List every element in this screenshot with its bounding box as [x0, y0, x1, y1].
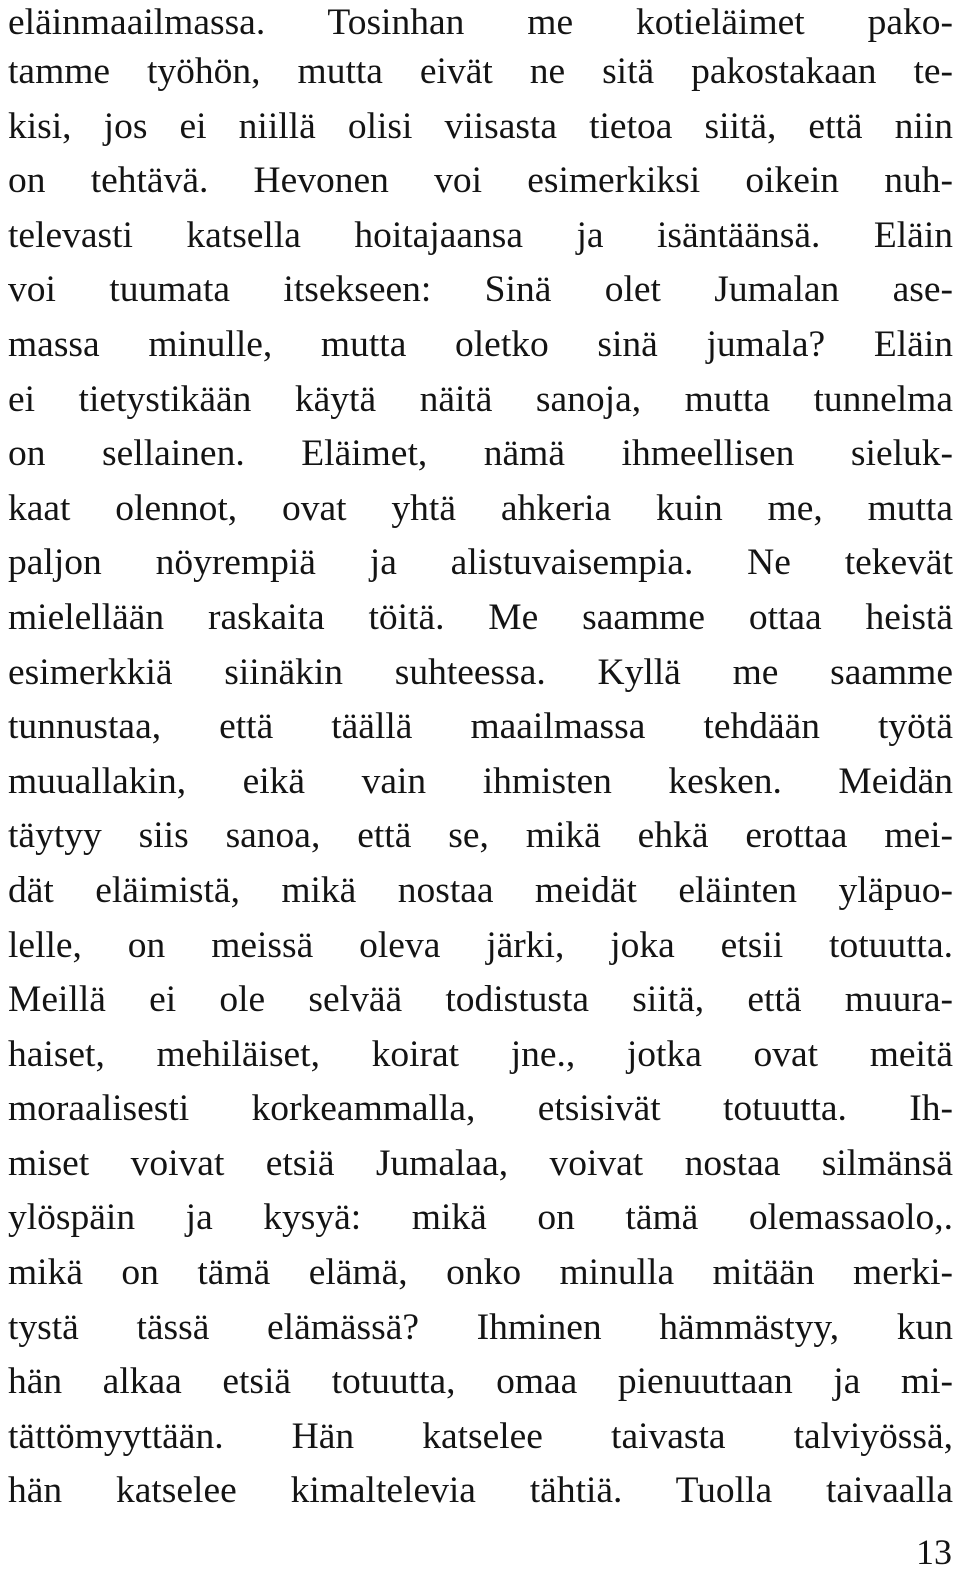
text-line: televasti katsella hoitajaansa ja isäntäänsä. Eläin: [8, 214, 953, 256]
text-line: mikä on tämä elämä, onko minulla mitään merki-: [8, 1252, 953, 1294]
text-line: miset voivat etsiä Jumalaa, voivat nostaa silmänsä: [8, 1142, 953, 1184]
text-line: hän alkaa etsiä totuutta, omaa pienuuttaan ja mi-: [8, 1361, 953, 1403]
text-line: tamme työhön, mutta eivät ne sitä pakostakaan te-: [8, 51, 953, 92]
text-line: muuallakin, eikä vain ihmisten kesken. Meidän: [8, 760, 953, 802]
text-line: hän katselee kimaltelevia tähtiä. Tuolla taivaalla: [8, 1470, 953, 1512]
text-line: Meillä ei ole selvää todistusta siitä, että muura-: [8, 979, 953, 1021]
text-line: moraalisesti korkeammalla, etsisivät totuutta. Ih-: [8, 1088, 953, 1130]
text-line: ylöspäin ja kysyä: mikä on tämä olemassaolo,.: [8, 1197, 953, 1239]
text-line: on sellainen. Eläimet, nämä ihmeellisen sieluk-: [8, 433, 953, 475]
text-line: ei tietystikään käytä näitä sanoja, mutta tunnelma: [8, 378, 953, 420]
text-line: paljon nöyrempiä ja alistuvaisempia. Ne tekevät: [8, 542, 953, 584]
text-line: tunnustaa, että täällä maailmassa tehdään työtä: [8, 706, 953, 748]
text-line: on tehtävä. Hevonen voi esimerkiksi oikein nuh-: [8, 160, 953, 202]
text-line: haiset, mehiläiset, koirat jne., jotka ovat meitä: [8, 1033, 953, 1075]
text-line: täytyy siis sanoa, että se, mikä ehkä erottaa mei-: [8, 815, 953, 857]
text-line: esimerkkiä siinäkin suhteessa. Kyllä me saamme: [8, 651, 953, 693]
text-line: lelle, on meissä oleva järki, joka etsii totuutta.: [8, 924, 953, 966]
text-line: eläinmaailmassa. Tosinhan me kotieläimet pako-: [8, 2, 953, 43]
text-line: tystä tässä elämässä? Ihminen hämmästyy, kun: [8, 1306, 953, 1348]
text-line: dät eläimistä, mikä nostaa meidät eläinten yläpuo-: [8, 869, 953, 911]
text-line: tättömyyttään. Hän katselee taivasta talviyössä,: [8, 1415, 953, 1457]
text-line: kaat olennot, ovat yhtä ahkeria kuin me, mutta: [8, 487, 953, 529]
text-line: massa minulle, mutta oletko sinä jumala? Eläin: [8, 323, 953, 365]
text-line: voi tuumata itsekseen: Sinä olet Jumalan ase-: [8, 269, 953, 311]
body-text: [8, 0, 953, 1519]
text-line: kisi, jos ei niillä olisi viisasta tietoa siitä, että niin: [8, 105, 953, 147]
page-number: 13: [916, 1532, 952, 1572]
text-line: mielellään raskaita töitä. Me saamme ottaa heistä: [8, 596, 953, 638]
